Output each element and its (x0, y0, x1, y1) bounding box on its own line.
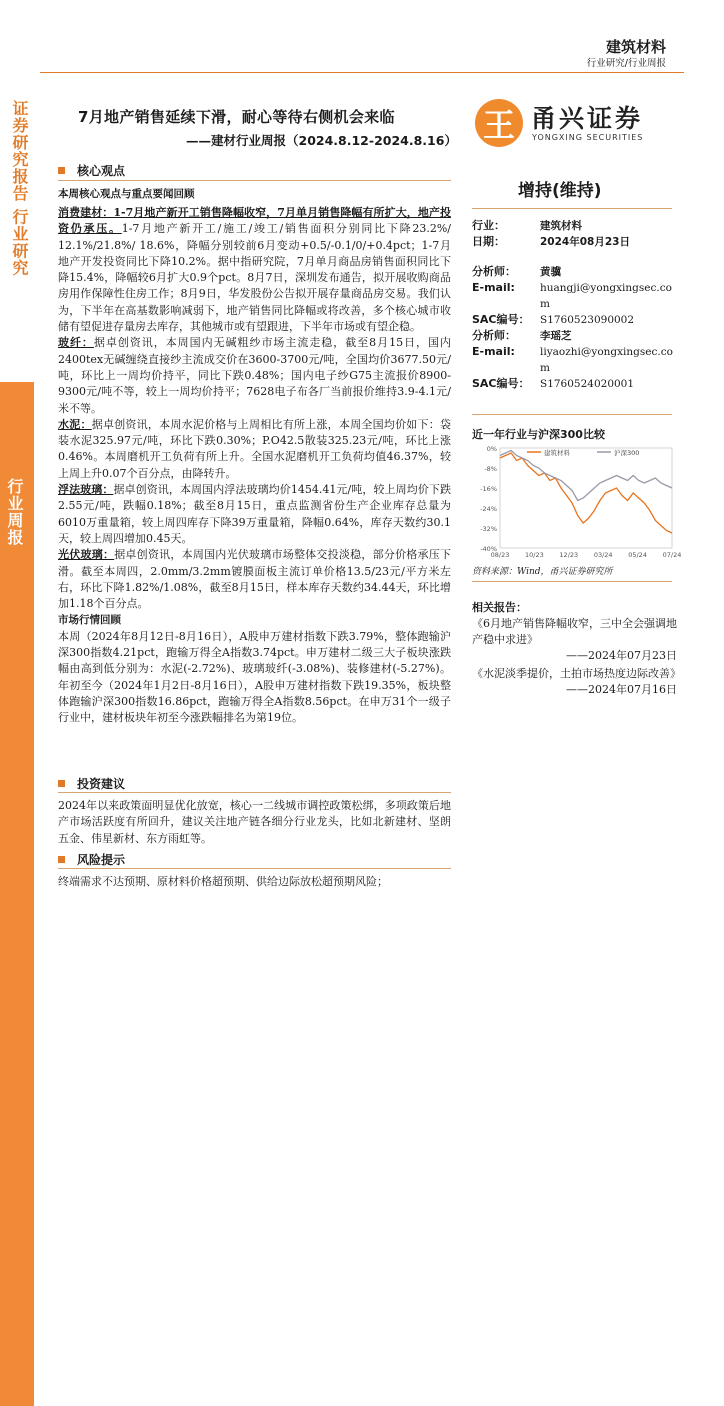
square-bullet-icon (58, 167, 65, 174)
consumer-text: 1-7月地产新开工/施工/竣工/销售面积分别同比下降23.2%/ 12.1%/21.8%/ 18.6%，降幅分别较前6月变动+0.5/-0.1/0/+0.4pct；1-7月地产开发投资同比下降10.2%。据中指研究院，7月单月商品房销售面积同比下降15.4%，降幅较6月扩大0.9个pct。8月7日，深圳发布通告，拟开展收购商品房用作保障性住房工作；8月9日，华发股份公告拟开展存量商品房交易。我们认为，下半年在高基数影响减弱下，地产销售同比降幅或将改善，多个核心城市收储有望促进存量房去库存，其他城市或有望跟进，下半年市场或有望企稳。 (58, 222, 452, 334)
rating: 增持(维持) (518, 181, 602, 201)
y-tick-label: -16% (480, 485, 497, 493)
logo-text-en: YONGXING SECURITIES (532, 133, 644, 142)
cement-text: 据卓创资讯，本周水泥价格与上周相比有所上涨，本周全国均价如下：袋装水泥325.97元/吨，环比下跌0.30%；P.O42.5散装325.23元/吨，环比上涨0.46%。本周磨机开工负荷有所上升。全国水泥磨机开工负荷均值46.37%，较上周上升0.07个百分点，由降转升。 (58, 417, 452, 480)
email2-link[interactable]: liyaozhi@yongxingsec.com (540, 346, 673, 374)
chart-source: 资料来源：Wind，甬兴证券研究所 (472, 567, 613, 577)
square-bullet-icon (58, 780, 65, 787)
side-bar (0, 382, 34, 1406)
pv-heading: 光伏玻璃： (58, 548, 115, 562)
section-divider (58, 180, 451, 181)
consumer-heading: 消费建材：1-7月地产新开工销售降幅收窄，7月单月销售降幅有所扩大，地产投资仍承压。 (58, 206, 451, 236)
cement-paragraph (58, 417, 451, 482)
y-tick-label: -8% (484, 465, 497, 473)
section-invest-heading: 投资建议 (58, 775, 125, 792)
float-heading: 浮法玻璃： (58, 483, 114, 497)
x-tick-label: 07/24 (662, 551, 682, 559)
header-divider (40, 72, 684, 73)
series-line-1 (500, 453, 672, 533)
rating-divider (472, 208, 672, 209)
info-sac2-row: SAC编号： S1760524020001 (472, 377, 635, 390)
core-subheading: 本周核心观点与重点要闻回顾 (58, 188, 195, 200)
glassfiber-paragraph (58, 335, 451, 416)
side-label-bottom: 行业周报 (5, 478, 24, 546)
comparison-line-chart (472, 440, 682, 562)
side-label-top: 证券研究报告 行业研究 (10, 100, 29, 277)
section-divider (58, 868, 451, 869)
square-bullet-icon (58, 856, 65, 863)
section-divider (58, 792, 451, 793)
chart-top-divider (472, 414, 672, 415)
y-tick-label: -32% (480, 525, 497, 533)
email1-link[interactable]: huangji@yongxingsec.com (540, 282, 672, 310)
glassfiber-text: 据卓创资讯，本周国内无碱粗纱市场主流走稳，截至8月15日，国内2400tex无碱缠绕直接纱主流成交价在3600-3700元/吨，全国均价3677.50元/吨，环比上一周均价持平，同比下跌0.48%；国内电子纱G75主流报价8900-9300元/吨不等，较上一周均价持平；7628电子布各厂当前报价维持3.9-4.1元/米不等。 (58, 336, 451, 415)
page-title: 7月地产销售延续下滑，耐心等待右侧机会来临 (78, 108, 395, 126)
pv-text: 据卓创资讯，本周国内光伏玻璃市场整体交投淡稳，部分价格承压下滑。截至本周四，2.0mm/3.2mm镀膜面板主流订单价格13.5/23元/平方米左右，环比下降1.82%/1.08%，截至8月15日，样本库存天数约34.44天，环比增加1.18个百分点。 (58, 548, 452, 611)
section-risk-heading: 风险提示 (58, 851, 125, 868)
info-sac1-row: SAC编号： S1760523090002 (472, 313, 635, 326)
related-title: 相关报告： (472, 601, 527, 614)
legend-label: 沪深300 (614, 449, 640, 457)
consumer-paragraph (58, 205, 451, 335)
market-heading: 市场行情回顾 (58, 614, 121, 627)
pv-paragraph (58, 547, 451, 612)
info-email1-row: E-mail: huangji@yongxingsec.com (472, 280, 682, 312)
market-text: 本周（2024年8月12日-8月16日），A股申万建材指数下跌3.79%，整体跑输沪深300指数4.21pct，跑输万得全A指数3.74pct。申万建材二级三大子板块涨跌幅由高到低分别为：水泥(-2.72%)、玻璃玻纤(-3.08%)、装修建材(-5.27%)。年初至今（2024年1月2日-8月16日），A股申万建材指数下跌19.35%，板块整体跑输沪深300指数16.86pct，跑输万得全A指数8.56pct。在申万31个一级子行业中，建材板块年初至今涨跌幅排名为第19位。 (58, 629, 451, 725)
x-tick-label: 03/24 (593, 551, 613, 559)
related-item-date: ——2024年07月16日 (566, 683, 677, 696)
info-email2-row: E-mail: liyaozhi@yongxingsec.com (472, 344, 682, 376)
x-tick-label: 12/23 (559, 551, 579, 559)
related-item-2[interactable] (472, 666, 681, 698)
risk-text: 终端需求不达预期、原材料价格超预期、供给边际放松超预期风险； (58, 875, 388, 888)
y-tick-label: 0% (486, 445, 497, 453)
logo-mark-icon: 王 (475, 99, 523, 147)
info-date-row: 日期： 2024年08月23日 (472, 235, 630, 248)
related-item-1[interactable] (472, 616, 677, 664)
x-tick-label: 08/23 (490, 551, 510, 559)
brand-logo (475, 97, 675, 149)
chart-title: 近一年行业与沪深300比较 (472, 428, 605, 441)
x-tick-label: 05/24 (628, 551, 647, 559)
float-text: 据卓创资讯，本周国内浮法玻璃均价1454.41元/吨，较上周均价下跌2.55元/吨，跌幅0.18%；截至8月15日，重点监测省份生产企业库存总量为6010万重量箱，较上周四库存下降39万重量箱，降幅0.64%，库存天数约30.1天，较上周四增加0.45天。 (58, 483, 451, 545)
info-industry-row: 行业： 建筑材料 (472, 219, 582, 232)
section-core-heading: 核心观点 (58, 162, 125, 179)
x-tick-label: 10/23 (525, 551, 544, 559)
related-item-date: ——2024年07月23日 (566, 649, 677, 662)
info-analyst2-row: 分析师： 李瑶芝 (472, 329, 572, 342)
header-category: 建筑材料 (605, 38, 666, 56)
info-analyst1-row: 分析师： 黄骥 (472, 265, 561, 278)
related-item-title: 《6月地产销售降幅收窄，三中全会强调地产稳中求进》 (472, 617, 677, 646)
page-subtitle: ——建材行业周报（2024.8.12-2024.8.16） (186, 133, 457, 148)
invest-text: 2024年以来政策面明显优化放宽，核心一二线城市调控政策松绑，多项政策后地产市场活跃度有所回升，建议关注地产链各细分行业龙头，比如北新建材、坚朗五金、伟星新材、东方雨虹等。 (58, 799, 451, 845)
glassfiber-heading: 玻纤： (58, 336, 94, 350)
series-line-2 (500, 451, 672, 501)
legend-label: 建筑材料 (544, 449, 570, 457)
related-item-title: 《水泥淡季提价，土拍市场热度边际改善》 (472, 667, 681, 680)
core-content (58, 205, 451, 727)
y-tick-label: -24% (480, 505, 497, 513)
cement-heading: 水泥： (58, 417, 92, 431)
info-panel (472, 218, 682, 392)
float-paragraph (58, 482, 451, 547)
y-tick-label: -40% (480, 545, 497, 553)
chart-bottom-divider (472, 581, 672, 582)
header-subcategory: 行业研究/行业周报 (586, 58, 666, 69)
logo-text: 甬兴证券 (531, 104, 644, 133)
